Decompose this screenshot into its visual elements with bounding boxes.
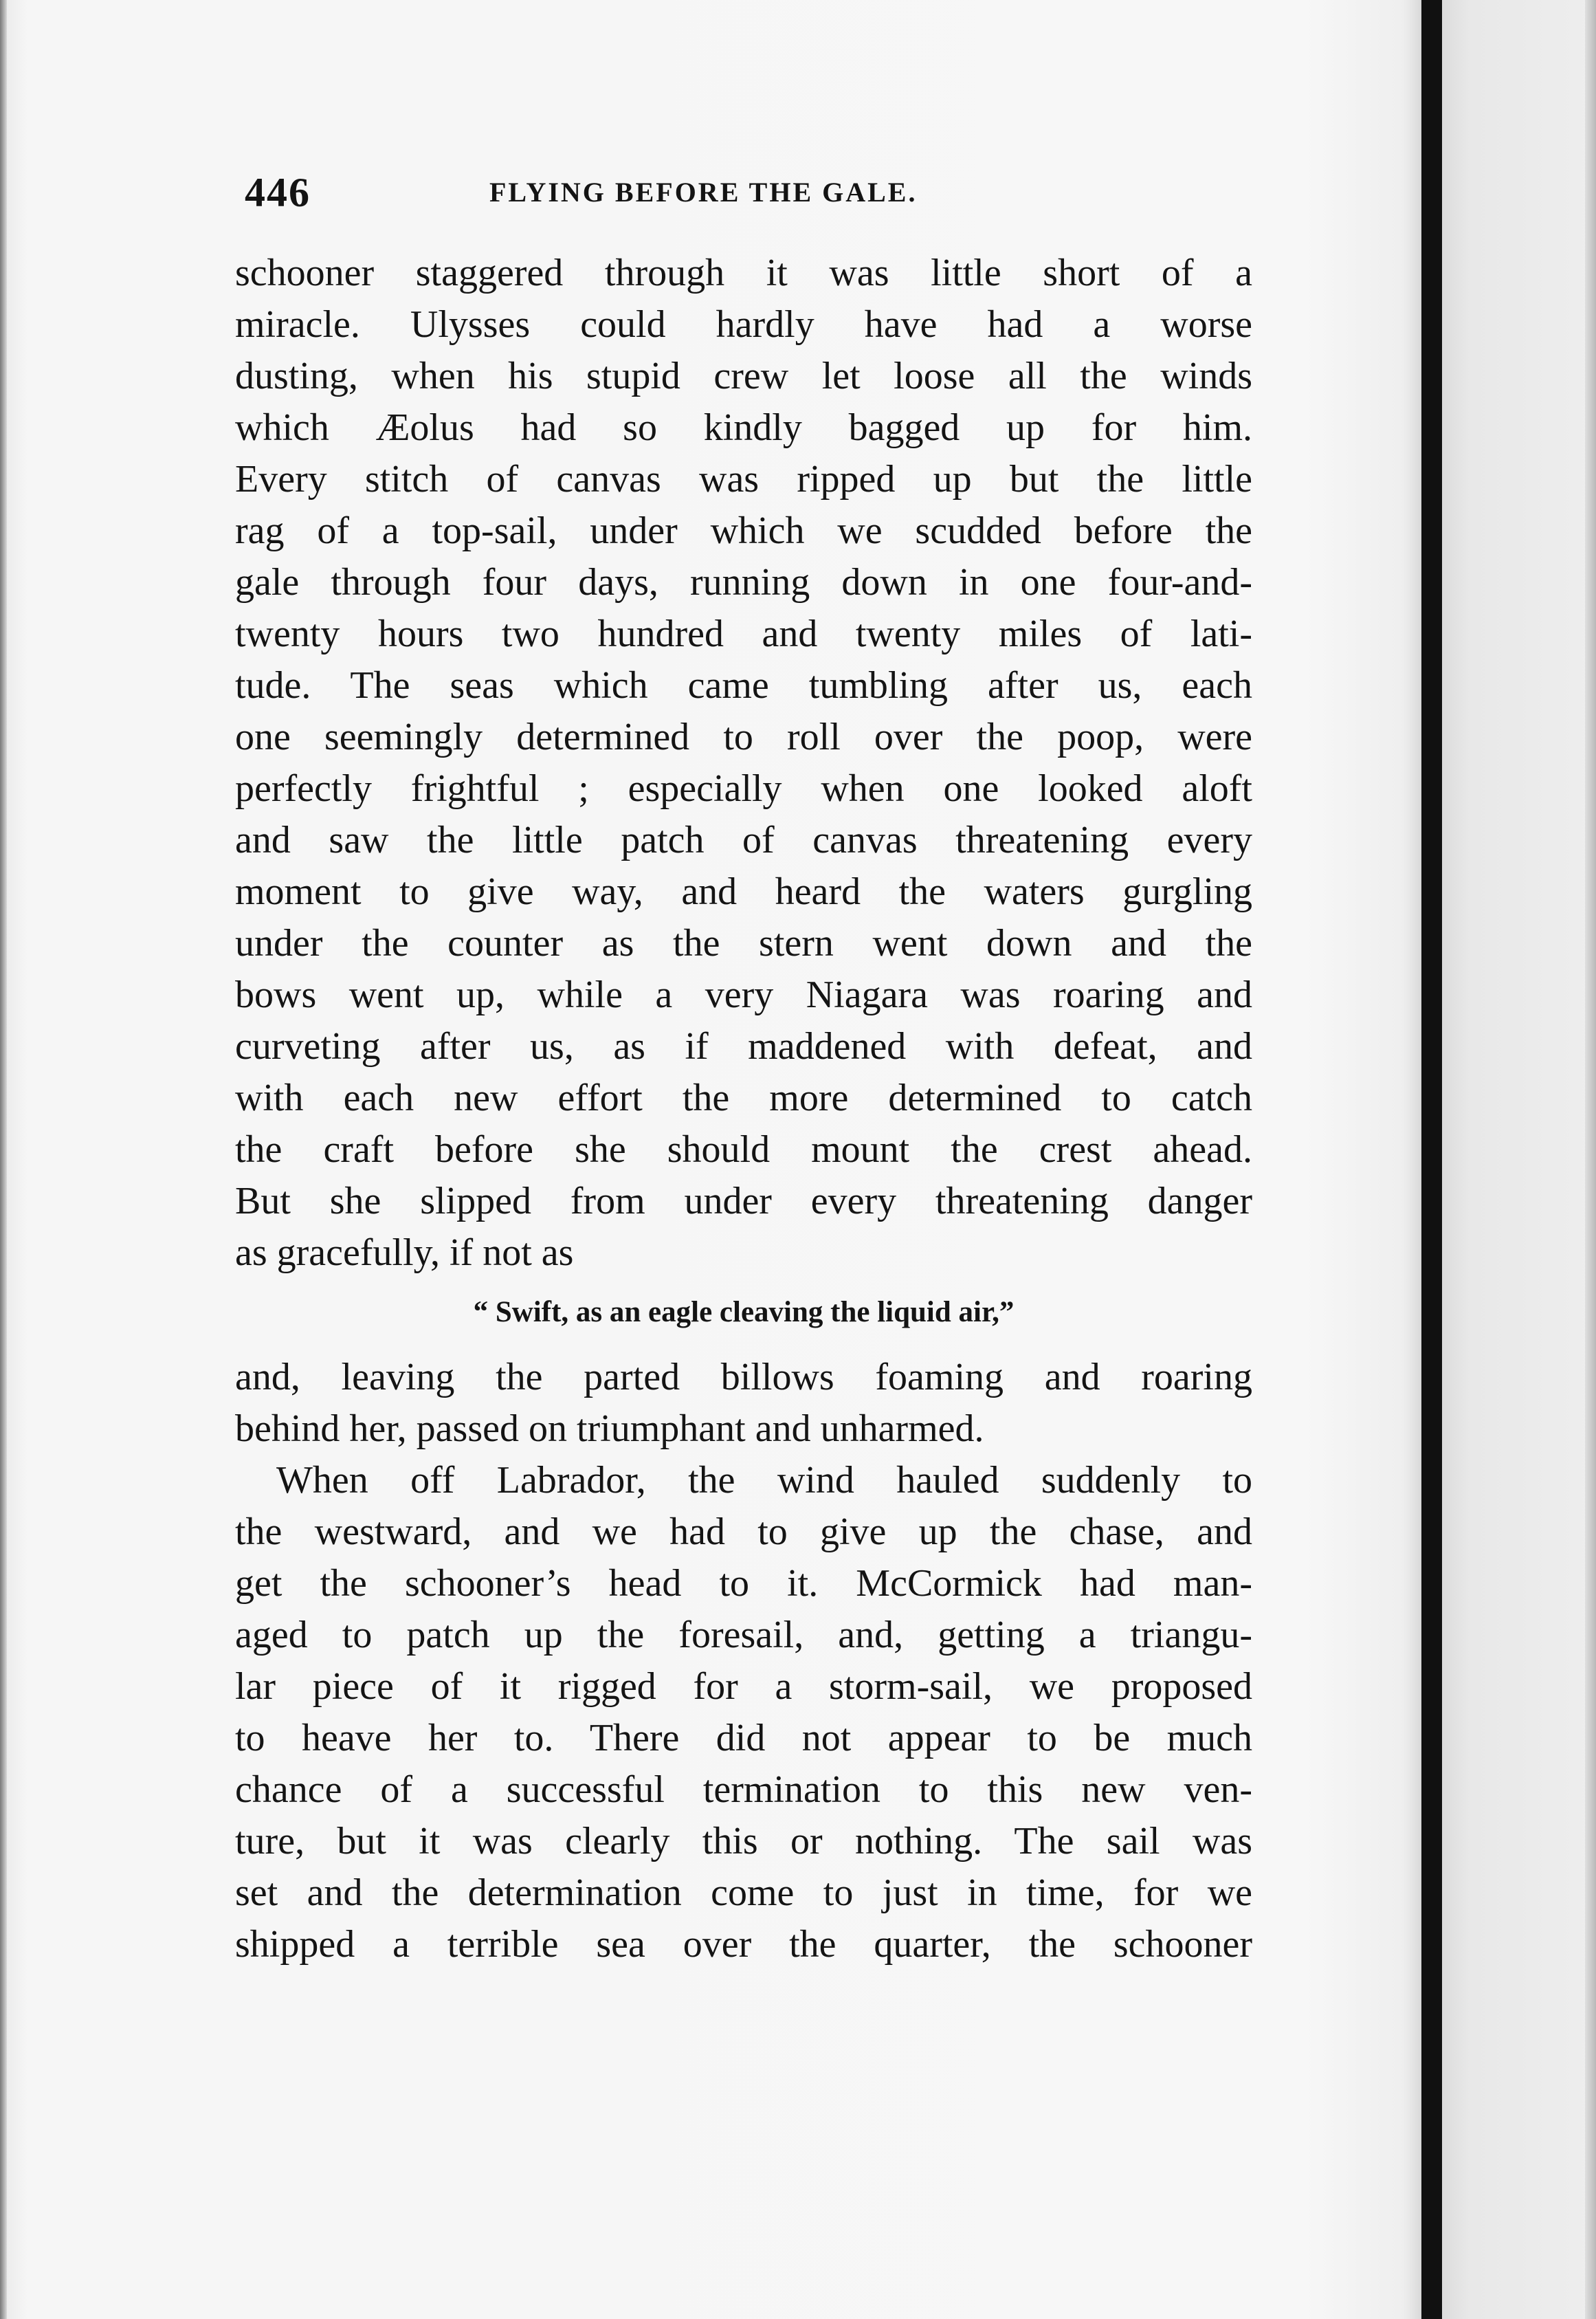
text-line: lar piece of it rigged for a storm-sail, we proposed: [235, 1665, 1252, 1708]
text-line: one seemingly determined to roll over the poop, were: [235, 716, 1252, 758]
paragraph-1: [235, 248, 1252, 1279]
next-page-edge: [1442, 0, 1596, 2319]
text-line: as gracefully, if not as: [235, 1231, 574, 1274]
page-left-edge: [0, 0, 7, 2319]
text-line: the craft before she should mount the crest ahead.: [235, 1128, 1252, 1171]
text-line: shipped a terrible sea over the quarter, the schooner: [235, 1923, 1252, 1966]
text-line: bows went up, while a very Niagara was roaring and: [235, 974, 1252, 1016]
next-page-outer-edge: [1585, 0, 1596, 2319]
text-line: with each new effort the more determined to catch: [235, 1077, 1252, 1119]
text-line: But she slipped from under every threatening danger: [235, 1180, 1252, 1222]
text-line: chance of a successful termination to this new ven-: [235, 1768, 1252, 1811]
text-line: dusting, when his stupid crew let loose all the winds: [235, 355, 1252, 397]
text-line: curveting after us, as if maddened with defeat, and: [235, 1025, 1252, 1068]
body-text: [235, 248, 1252, 1970]
text-line: under the counter as the stern went down and the: [235, 922, 1252, 965]
text-line: tude. The seas which came tumbling after us, each: [235, 664, 1252, 707]
text-line: perfectly frightful ; especially when one looked aloft: [235, 767, 1252, 810]
text-line: twenty hours two hundred and twenty miles of lati-: [235, 613, 1252, 655]
book-binding: [1421, 0, 1442, 2319]
text-line: to heave her to. There did not appear to be much: [235, 1717, 1252, 1759]
text-line: behind her, passed on triumphant and unharmed.: [235, 1407, 984, 1450]
text-line: miracle. Ulysses could hardly have had a worse: [235, 303, 1252, 346]
text-line: Every stitch of canvas was ripped up but the little: [235, 458, 1252, 501]
text-line: schooner staggered through it was little short of a: [235, 252, 1252, 294]
text-line: the westward, and we had to give up the chase, and: [235, 1510, 1252, 1553]
text-line: which Æolus had so kindly bagged up for him.: [235, 406, 1252, 449]
text-line: When off Labrador, the wind hauled suddenly to: [276, 1459, 1252, 1502]
text-line: gale through four days, running down in one four-and-: [235, 561, 1252, 604]
paragraph-1-continued: [235, 1352, 1252, 1455]
text-line: set and the determination come to just in time, for we: [235, 1871, 1252, 1914]
page-number: 446: [245, 170, 311, 215]
text-line: and, leaving the parted billows foaming and roaring: [235, 1356, 1252, 1398]
text-line: aged to patch up the foresail, and, getting a triangu-: [235, 1614, 1252, 1656]
text-line: get the schooner’s head to it. McCormick had man-: [235, 1562, 1252, 1605]
verse-quotation: “ Swift, as an eagle cleaving the liquid air,”: [473, 1296, 1015, 1328]
binding-shadow: [1402, 0, 1423, 2319]
text-line: ture, but it was clearly this or nothing. The sail was: [235, 1820, 1252, 1862]
text-line: rag of a top-sail, under which we scudded before the: [235, 509, 1252, 552]
text-line: and saw the little patch of canvas threatening every: [235, 819, 1252, 861]
text-line: moment to give way, and heard the waters gurgling: [235, 870, 1252, 913]
page-header: [245, 168, 1241, 217]
running-head: FLYING BEFORE THE GALE.: [489, 177, 918, 208]
paragraph-2: [235, 1455, 1252, 1970]
